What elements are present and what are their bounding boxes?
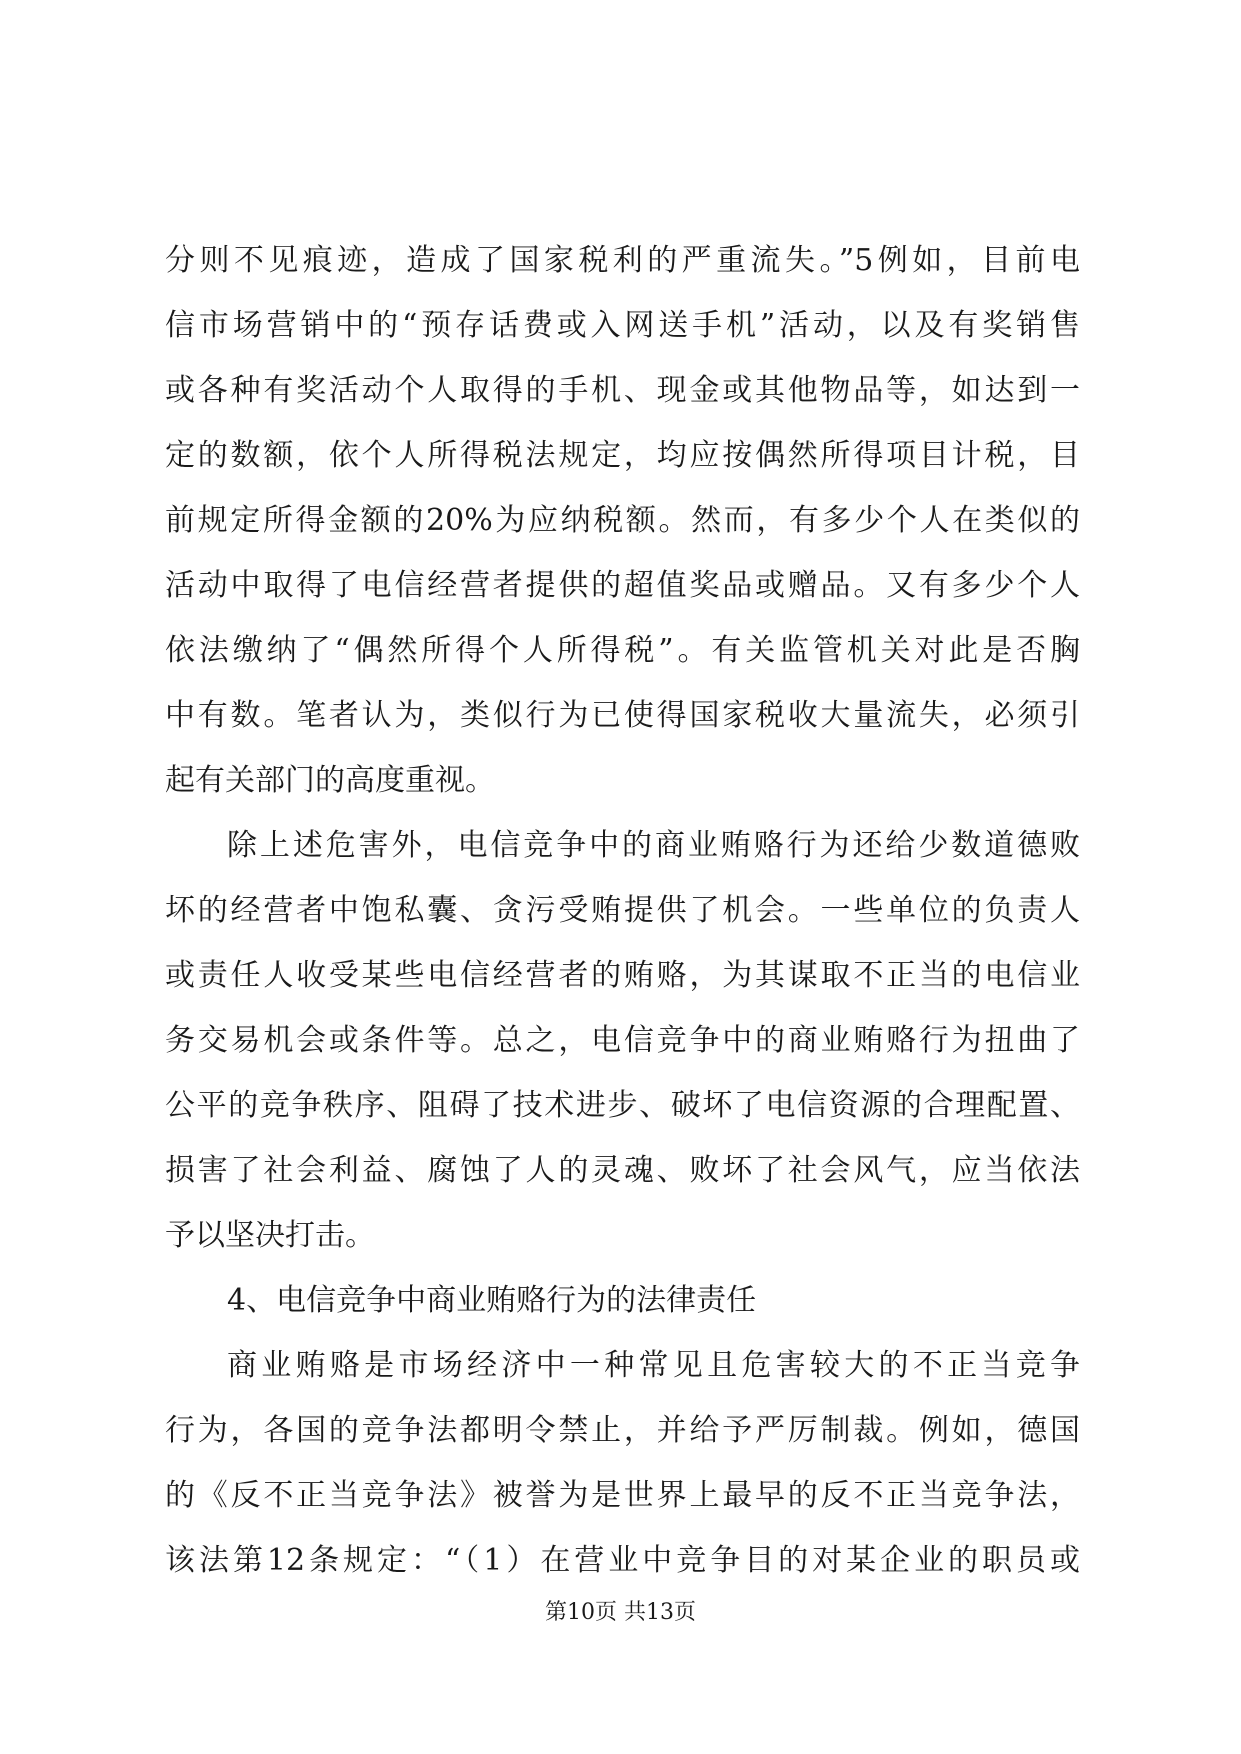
text-line: 中有数。笔者认为，类似行为已使得国家税收大量流失，必须引 — [165, 698, 1080, 733]
text-line: 行为，各国的竞争法都明令禁止，并给予严厉制裁。例如，德国 — [165, 1413, 1080, 1448]
text-line: 坏的经营者中饱私囊、贪污受贿提供了机会。一些单位的负责人 — [165, 893, 1080, 928]
text-line: 定的数额，依个人所得税法规定，均应按偶然所得项目计税，目 — [165, 438, 1080, 473]
text-line: 商业贿赂是市场经济中一种常见且危害较大的不正当竞争 — [227, 1348, 1080, 1383]
text-line: 予以坚决打击。 — [165, 1218, 375, 1253]
text-line: 或各种有奖活动个人取得的手机、现金或其他物品等，如达到一 — [165, 373, 1080, 408]
text-line: 公平的竞争秩序、阻碍了技术进步、破坏了电信资源的合理配置、 — [165, 1088, 1080, 1123]
text-line: 的《反不正当竞争法》被誉为是世界上最早的反不正当竞争法， — [165, 1478, 1080, 1513]
body-text — [165, 228, 1080, 1593]
text-line: 除上述危害外，电信竞争中的商业贿赂行为还给少数道德败 — [227, 828, 1080, 863]
page-footer: 第10页 共13页 — [545, 1600, 696, 1625]
text-line: 活动中取得了电信经营者提供的超值奖品或赠品。又有多少个人 — [165, 568, 1080, 603]
text-line: 依法缴纳了“偶然所得个人所得税”。有关监管机关对此是否胸 — [165, 633, 1080, 668]
text-line: 起有关部门的高度重视。 — [165, 763, 495, 798]
text-line: 分则不见痕迹，造成了国家税利的严重流失。”5例如，目前电 — [165, 243, 1080, 278]
text-line: 损害了社会利益、腐蚀了人的灵魂、败坏了社会风气，应当依法 — [165, 1153, 1080, 1188]
text-line: 前规定所得金额的20%为应纳税额。然而，有多少个人在类似的 — [165, 503, 1080, 538]
section-heading: 4、电信竞争中商业贿赂行为的法律责任 — [227, 1283, 757, 1318]
text-line: 该法第12条规定：“（1）在营业中竞争目的对某企业的职员或 — [165, 1543, 1080, 1578]
text-line: 务交易机会或条件等。总之，电信竞争中的商业贿赂行为扭曲了 — [165, 1023, 1080, 1058]
text-line: 或责任人收受某些电信经营者的贿赂，为其谋取不正当的电信业 — [165, 958, 1080, 993]
text-line: 信市场营销中的“预存话费或入网送手机”活动，以及有奖销售 — [165, 308, 1080, 343]
